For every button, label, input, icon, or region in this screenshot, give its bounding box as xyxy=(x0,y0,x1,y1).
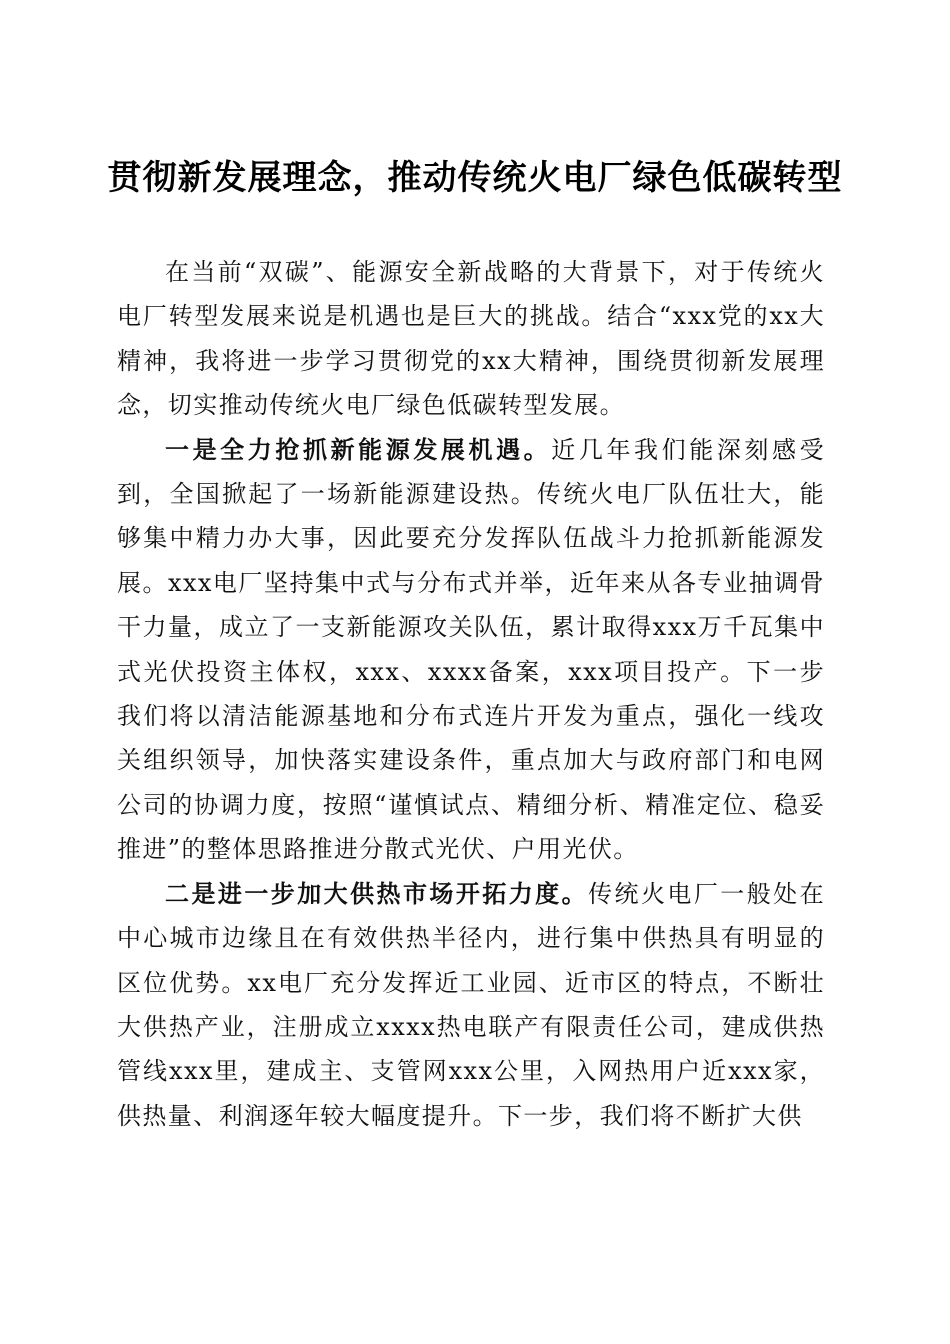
paragraph-lead: 二是进一步加大供热市场开拓力度。 xyxy=(165,879,589,908)
paragraph-text: 近几年我们能深刻感受到，全国掀起了一场新能源建设热。传统火电厂队伍壮大，能够集中精力办大事，因此要充分发挥队伍战斗力抢抓新能源发展。xxx电厂坚持集中式与分布式并举，近年来从各专业抽调骨干力量，成立了一支新能源攻关队伍，累计取得xxx万千瓦集中式光伏投资主体权，xxx、xxxx备案，xxx项目投产。下一步我们将以清洁能源基地和分布式连片开发为重点，强化一线攻关组织领导，加快落实建设条件，重点加大与政府部门和电网公司的协调力度，按照“谨慎试点、精细分析、精准定位、稳妥推进”的整体思路推进分散式光伏、户用光伏。 xyxy=(117,435,825,864)
paragraph-new-energy xyxy=(117,428,825,872)
paragraph-intro xyxy=(117,250,825,428)
paragraph-text: 传统火电厂一般处在中心城市边缘且在有效供热半径内，进行集中供热具有明显的区位优势。xx电厂充分发挥近工业园、近市区的特点，不断壮大供热产业，注册成立xxxx热电联产有限责任公司，建成供热管线xxx里，建成主、支管网xxx公里，入网热用户近xxx家，供热量、利润逐年较大幅度提升。下一步，我们将不断扩大供 xyxy=(117,879,825,1130)
document-title: 贯彻新发展理念，推动传统火电厂绿色低碳转型 xyxy=(107,157,843,198)
paragraph-text: 在当前“双碳”、能源安全新战略的大背景下，对于传统火电厂转型发展来说是机遇也是巨大的挑战。结合“xxx党的xx大精神，我将进一步学习贯彻党的xx大精神，围绕贯彻新发展理念，切实推动传统火电厂绿色低碳转型发展。 xyxy=(117,258,825,420)
paragraph-lead: 一是全力抢抓新能源发展机遇。 xyxy=(165,435,552,464)
document-body xyxy=(117,250,825,1138)
paragraph-heating xyxy=(117,872,825,1138)
